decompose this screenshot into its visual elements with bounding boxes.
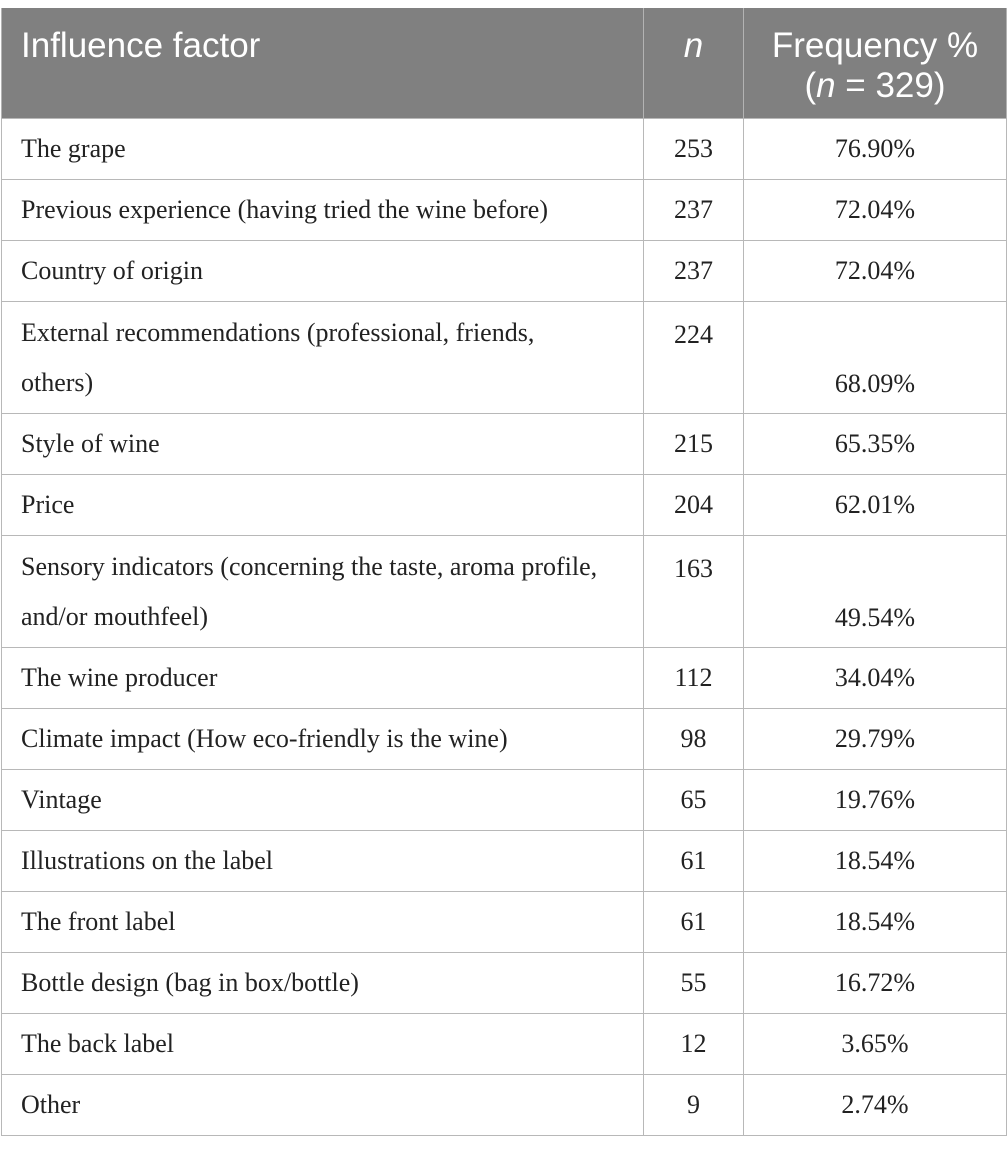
header-frequency-rest: = 329) xyxy=(835,66,946,105)
header-influence-factor: Influence factor xyxy=(2,8,644,118)
n-cell: 61 xyxy=(644,830,744,891)
n-cell: 237 xyxy=(644,179,744,240)
frequency-cell: 18.54% xyxy=(744,830,1007,891)
header-frequency xyxy=(744,8,1007,118)
table-row xyxy=(2,535,1007,647)
n-cell: 163 xyxy=(644,535,744,647)
table-row xyxy=(2,708,1007,769)
table-row xyxy=(2,769,1007,830)
factor-cell: The grape xyxy=(2,118,644,179)
factor-cell: Other xyxy=(2,1074,644,1135)
n-cell: 61 xyxy=(644,891,744,952)
header-frequency-line1: Frequency % xyxy=(771,26,979,65)
header-n: n xyxy=(644,8,744,118)
n-cell: 215 xyxy=(644,413,744,474)
table-row xyxy=(2,1074,1007,1135)
frequency-cell: 3.65% xyxy=(744,1013,1007,1074)
frequency-cell: 19.76% xyxy=(744,769,1007,830)
table-row xyxy=(2,240,1007,301)
n-cell: 253 xyxy=(644,118,744,179)
table-row xyxy=(2,474,1007,535)
frequency-cell: 72.04% xyxy=(744,179,1007,240)
n-cell: 65 xyxy=(644,769,744,830)
table-row xyxy=(2,647,1007,708)
table-row xyxy=(2,301,1007,413)
header-frequency-n: n xyxy=(816,66,836,105)
table-row xyxy=(2,179,1007,240)
frequency-cell: 29.79% xyxy=(744,708,1007,769)
frequency-cell: 2.74% xyxy=(744,1074,1007,1135)
n-cell: 204 xyxy=(644,474,744,535)
frequency-cell: 68.09% xyxy=(744,301,1007,413)
factor-cell: Sensory indicators (concerning the taste, aroma profile, and/or mouthfeel) xyxy=(2,535,644,647)
table-row xyxy=(2,891,1007,952)
factor-cell: Climate impact (How eco-friendly is the wine) xyxy=(2,708,644,769)
factor-cell: The wine producer xyxy=(2,647,644,708)
factor-cell: Previous experience (having tried the wine before) xyxy=(2,179,644,240)
header-row xyxy=(2,8,1007,118)
frequency-cell: 72.04% xyxy=(744,240,1007,301)
n-cell: 55 xyxy=(644,952,744,1013)
header-frequency-open: ( xyxy=(804,66,817,105)
influence-factor-table xyxy=(1,8,1007,1136)
factor-cell: External recommendations (professional, friends, others) xyxy=(2,301,644,413)
factor-cell: Price xyxy=(2,474,644,535)
factor-cell: Country of origin xyxy=(2,240,644,301)
factor-cell: Bottle design (bag in box/bottle) xyxy=(2,952,644,1013)
factor-cell: Illustrations on the label xyxy=(2,830,644,891)
frequency-cell: 18.54% xyxy=(744,891,1007,952)
n-cell: 9 xyxy=(644,1074,744,1135)
factor-cell: The front label xyxy=(2,891,644,952)
n-cell: 98 xyxy=(644,708,744,769)
table-row xyxy=(2,413,1007,474)
n-cell: 237 xyxy=(644,240,744,301)
frequency-cell: 34.04% xyxy=(744,647,1007,708)
table-row xyxy=(2,118,1007,179)
frequency-cell: 76.90% xyxy=(744,118,1007,179)
table-row xyxy=(2,1013,1007,1074)
factor-cell: Vintage xyxy=(2,769,644,830)
factor-cell: Style of wine xyxy=(2,413,644,474)
frequency-cell: 62.01% xyxy=(744,474,1007,535)
frequency-cell: 16.72% xyxy=(744,952,1007,1013)
n-cell: 224 xyxy=(644,301,744,413)
factor-cell: The back label xyxy=(2,1013,644,1074)
n-cell: 12 xyxy=(644,1013,744,1074)
table-row xyxy=(2,830,1007,891)
table-row xyxy=(2,952,1007,1013)
n-cell: 112 xyxy=(644,647,744,708)
frequency-cell: 49.54% xyxy=(744,535,1007,647)
frequency-cell: 65.35% xyxy=(744,413,1007,474)
